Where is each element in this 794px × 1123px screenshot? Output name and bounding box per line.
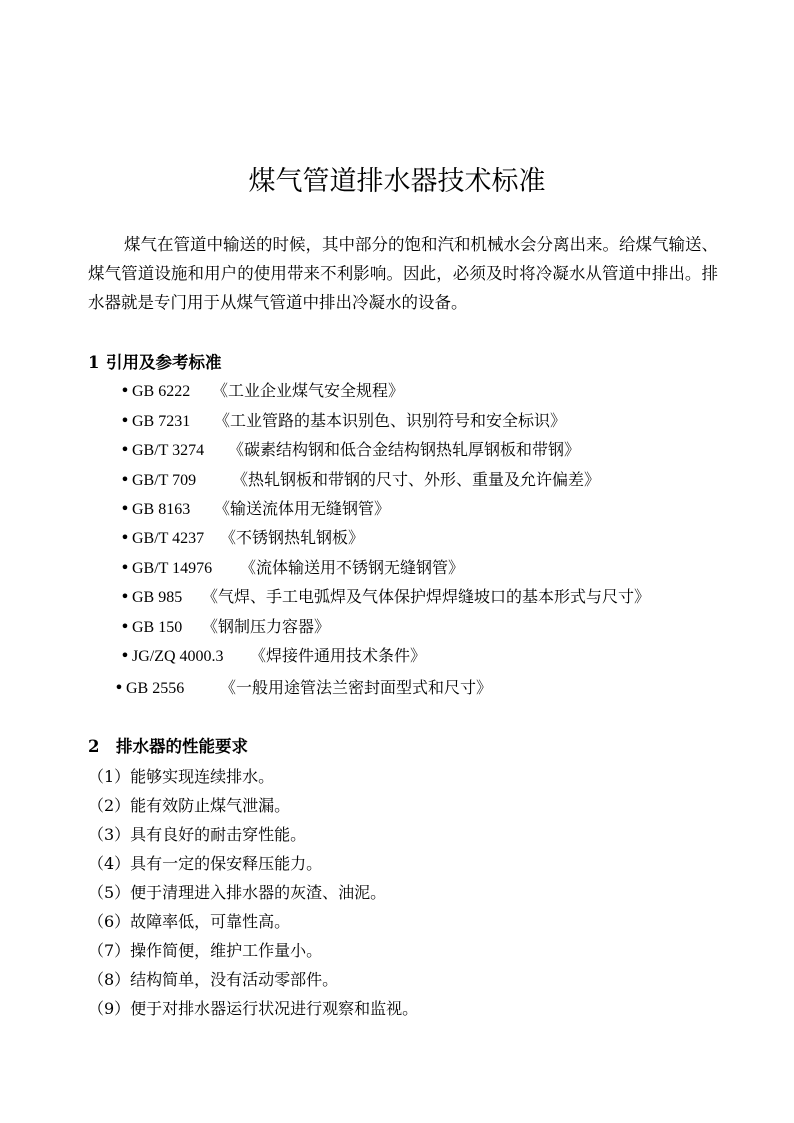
- reference-item: [118, 379, 404, 404]
- reference-item: [118, 644, 426, 669]
- reference-item: [112, 676, 492, 701]
- bullet-icon: •: [120, 499, 130, 518]
- requirement-item: （1）能够实现连续排水。: [88, 767, 275, 786]
- standard-code: GB 8163: [132, 501, 191, 518]
- reference-item: [118, 615, 330, 640]
- standard-code: GB 7231: [132, 413, 191, 430]
- intro-paragraph: 煤气在管道中输送的时候，其中部分的饱和汽和机械水会分离出来。给煤气输送、煤气管道设施和用户的使用带来不利影响。因此，必须及时将冷凝水从管道中排出。排水器就是专门用于从煤气管道中排出冷凝水的设备。: [88, 235, 718, 312]
- bullet-icon: •: [120, 646, 130, 665]
- section-2-number: 2: [88, 737, 100, 756]
- reference-item: [118, 468, 600, 493]
- requirement-item: （3）具有良好的耐击穿性能。: [88, 825, 307, 844]
- standard-code: GB 2556: [126, 680, 185, 697]
- requirement-item: （7）操作简便，维护工作量小。: [88, 941, 323, 960]
- requirement-item: （5）便于清理进入排水器的灰渣、油泥。: [88, 883, 387, 902]
- section-2-heading: [88, 735, 248, 759]
- reference-item: [118, 409, 566, 434]
- section-1-number: 1: [88, 353, 100, 372]
- standard-name: 《输送流体用无缝钢管》: [214, 499, 391, 518]
- standard-code: GB 985: [132, 589, 183, 606]
- reference-item: [118, 438, 580, 463]
- bullet-icon: •: [120, 528, 130, 547]
- standard-code: GB/T 709: [132, 472, 197, 489]
- bullet-icon: •: [120, 587, 130, 606]
- standard-code: GB 6222: [132, 383, 191, 400]
- requirement-item: （4）具有一定的保安释压能力。: [88, 854, 323, 873]
- standard-code: GB 150: [132, 619, 183, 636]
- bullet-icon: •: [120, 470, 130, 489]
- section-2-title: 排水器的性能要求: [116, 737, 248, 756]
- section-1-heading: [88, 351, 222, 375]
- standard-name: 《工业管路的基本识别色、识别符号和安全标识》: [214, 411, 567, 430]
- standard-name: 《热轧钢板和带钢的尺寸、外形、重量及允许偏差》: [232, 470, 601, 489]
- bullet-icon: •: [120, 617, 130, 636]
- reference-item: [118, 526, 364, 551]
- requirement-item: （9）便于对排水器运行状况进行观察和监视。: [88, 999, 419, 1018]
- bullet-icon: •: [120, 558, 130, 577]
- reference-item: [118, 585, 650, 610]
- standard-code: GB/T 4237: [132, 530, 205, 547]
- standard-name: 《不锈钢热轧钢板》: [220, 528, 365, 547]
- standard-name: 《钢制压力容器》: [202, 617, 331, 636]
- bullet-icon: •: [120, 440, 130, 459]
- reference-item: [118, 497, 390, 522]
- standard-code: GB/T 14976: [132, 560, 213, 577]
- section-1-title: 引用及参考标准: [106, 353, 222, 372]
- standard-name: 《一般用途管法兰密封面型式和尺寸》: [220, 678, 493, 697]
- bullet-icon: •: [120, 411, 130, 430]
- requirement-item: （6）故障率低，可靠性高。: [88, 912, 291, 931]
- document-title: 煤气管道排水器技术标准: [248, 166, 546, 197]
- reference-item: [118, 556, 464, 581]
- standard-code: GB/T 3274: [132, 442, 205, 459]
- requirement-item: （8）结构简单，没有活动零部件。: [88, 970, 339, 989]
- requirement-item: （2）能有效防止煤气泄漏。: [88, 796, 291, 815]
- standard-name: 《焊接件通用技术条件》: [250, 646, 427, 665]
- standard-name: 《碳素结构钢和低合金结构钢热轧厚钢板和带钢》: [228, 440, 581, 459]
- standard-name: 《流体输送用不锈钢无缝钢管》: [240, 558, 465, 577]
- bullet-icon: •: [120, 381, 130, 400]
- standard-name: 《工业企业煤气安全规程》: [212, 381, 405, 400]
- standard-name: 《气焊、手工电弧焊及气体保护焊焊缝坡口的基本形式与尺寸》: [202, 587, 651, 606]
- standard-code: JG/ZQ 4000.3: [132, 648, 224, 665]
- bullet-icon: •: [114, 678, 124, 697]
